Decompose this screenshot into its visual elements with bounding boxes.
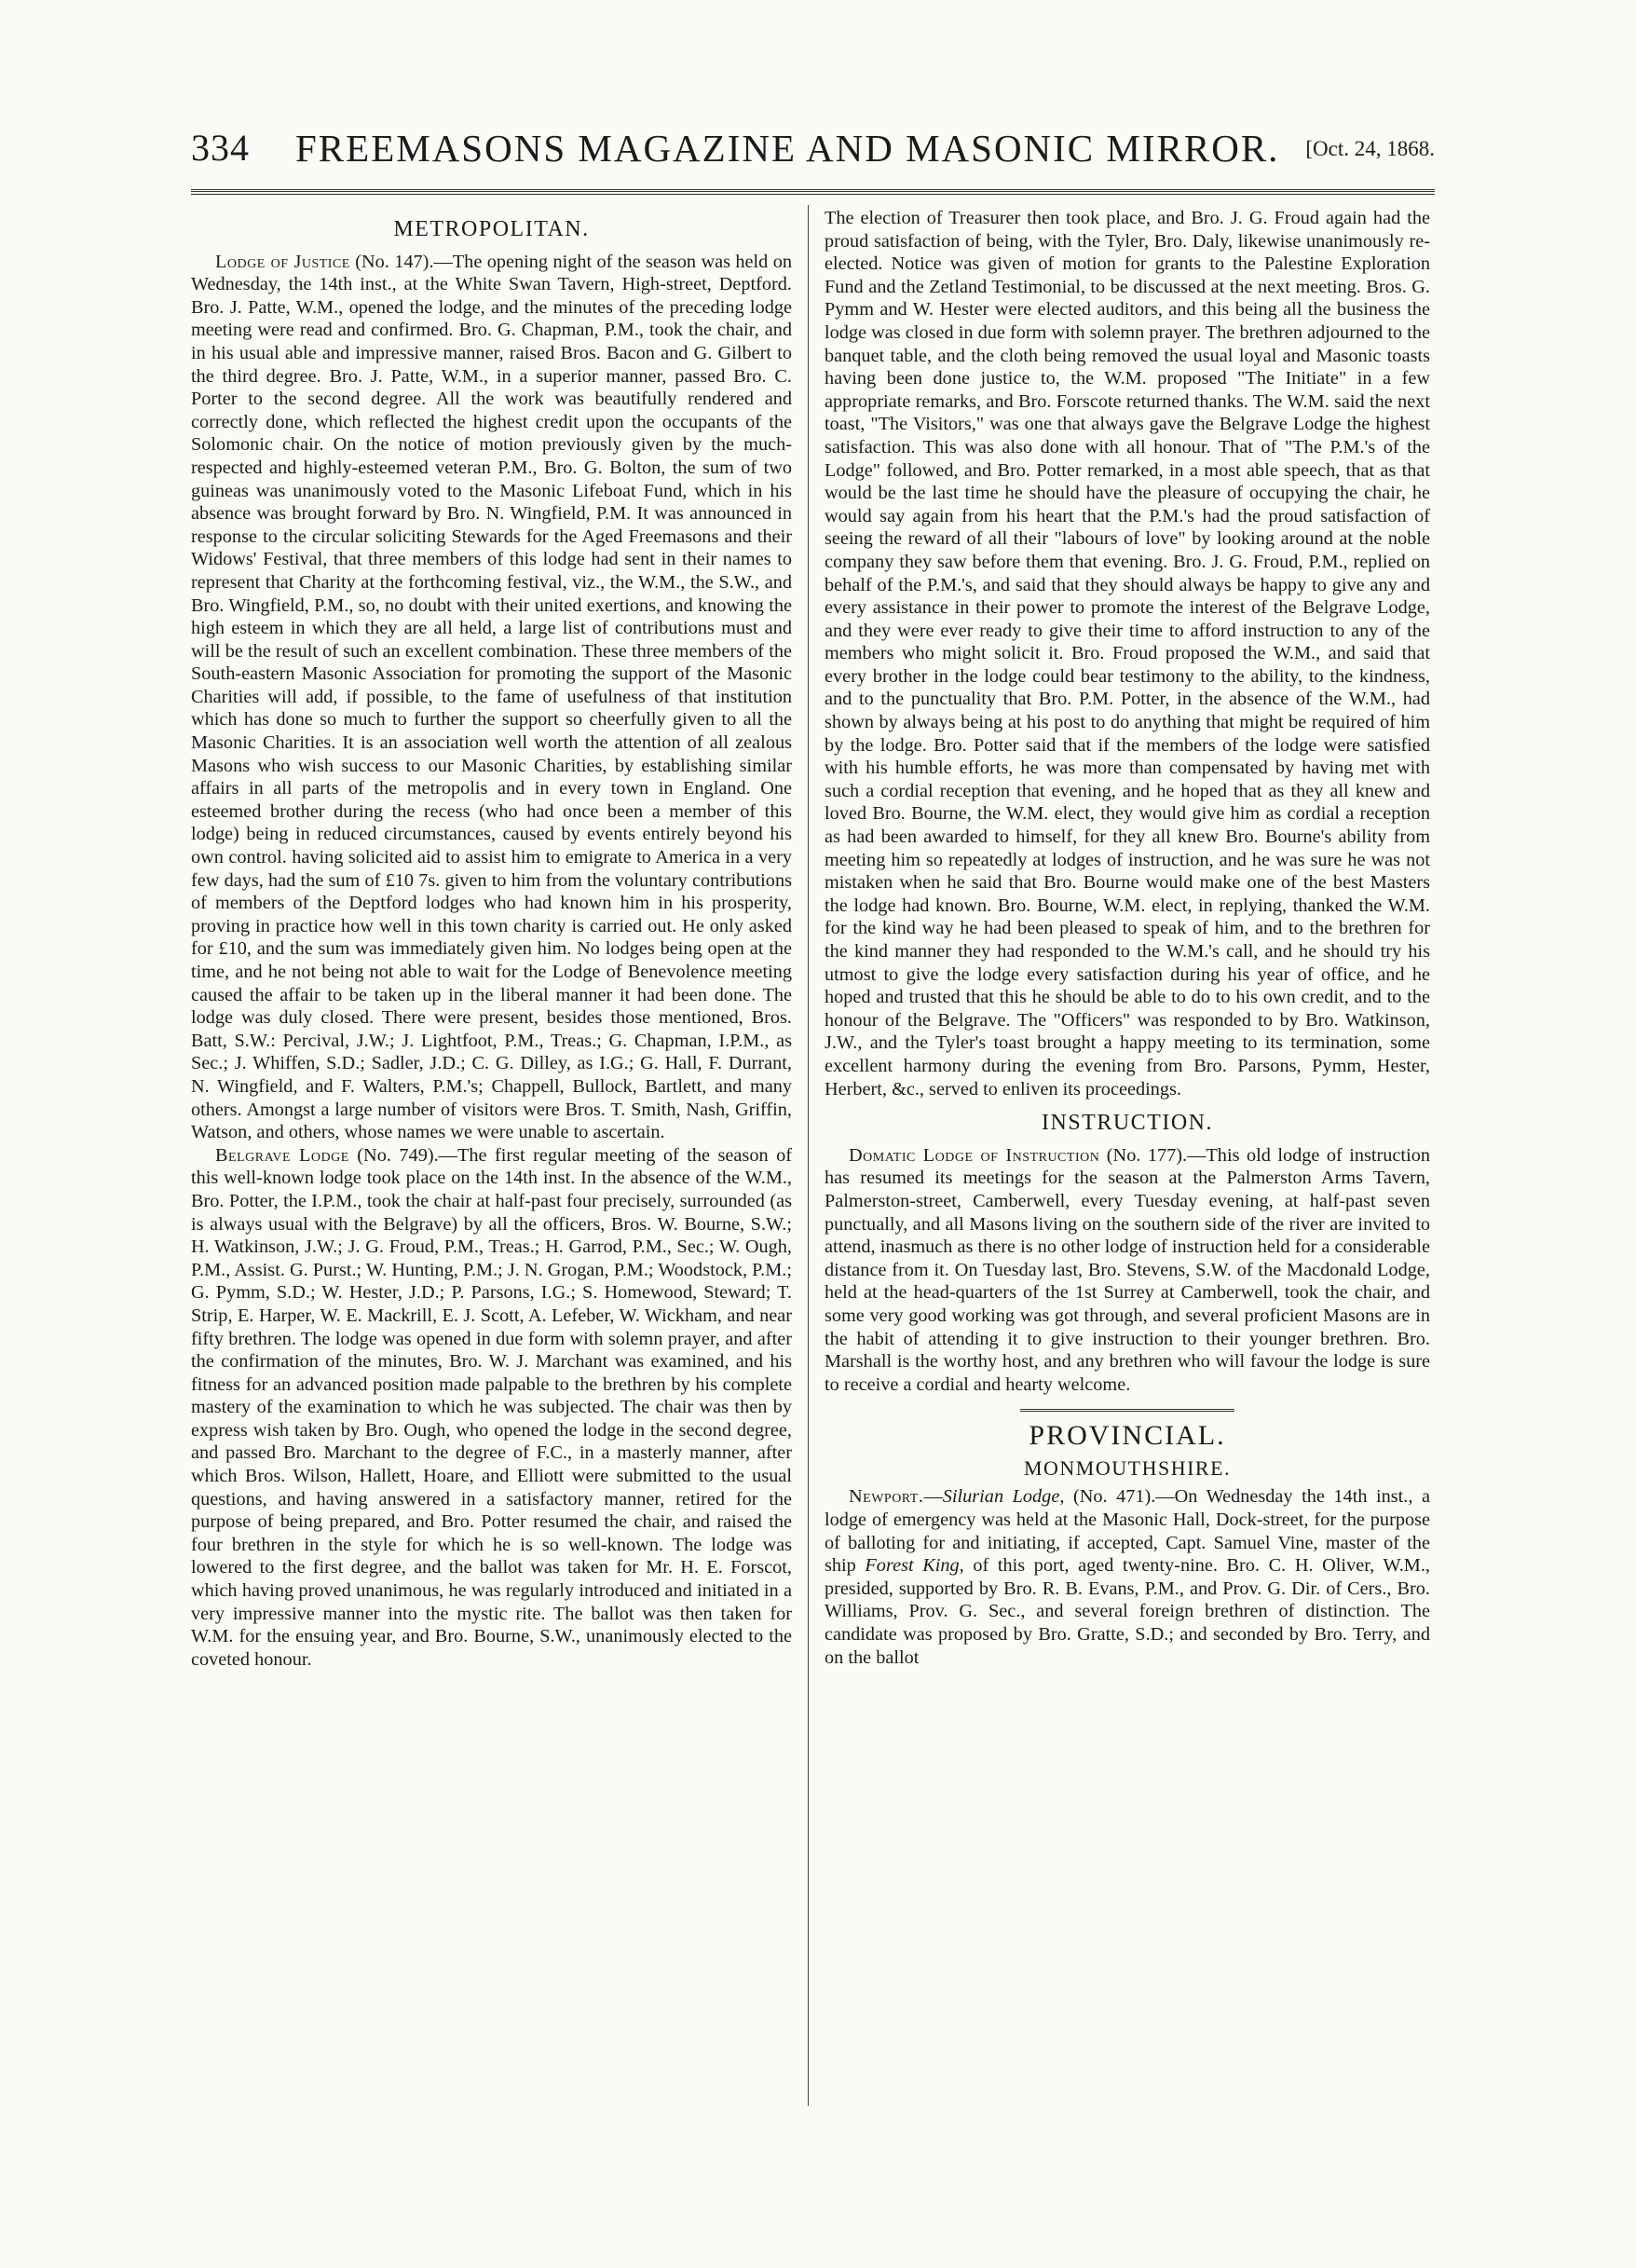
masthead (191, 126, 1435, 182)
place-newport: Newport. (849, 1486, 924, 1508)
article-silurian-lodge (825, 1485, 1430, 1669)
article-text-silurian-a: , (No. 471).—On Wednesday the 14th inst., a lodge of emergency was held at the Masonic Hall, Dock-street, for the purpose of balloting for and initiating, if accepted, Capt. Samuel Vine, master of the ship (825, 1486, 1430, 1577)
ship-name: Forest King (865, 1555, 960, 1577)
page-number: 334 (191, 127, 250, 169)
article-domatic-lodge (825, 1144, 1430, 1397)
lodge-name-domatic: Domatic Lodge of Instruction (849, 1144, 1100, 1166)
lodge-name-belgrave: Belgrave Lodge (215, 1144, 349, 1166)
dash: — (923, 1486, 943, 1508)
magazine-title: FREEMASONS MAGAZINE AND MASONIC MIRROR. (295, 127, 1280, 170)
lodge-name-silurian: Silurian Lodge (942, 1486, 1060, 1508)
subheading-monmouthshire: MONMOUTHSHIRE. (1023, 1455, 1232, 1480)
masthead-rule (191, 189, 1435, 195)
section-rule (1020, 1409, 1234, 1412)
article-belgrave-continued: The election of Treasurer then took place, and Bro. J. G. Froud again had the proud satisfaction of being, with the Tyler, Bro. Daly, likewise unanimously re-elected. Notice was given of motion for grants to the Palestine Exploration Fund and the Zetland Testimonial, to be discussed at the next meeting. Bros. G. Pymm and W. Hester were elected auditors, and this being all the business the lodge was closed in due form with solemn prayer. The brethren adjourned to the banquet table, and the cloth being removed the usual loyal and Masonic toasts having been done justice to, the W.M. proposed "The Initiate" in a few appropriate remarks, and Bro. Forscote returned thanks. The W.M. said the next toast, "The Visitors," was one that always gave the Belgrave Lodge the highest satisfaction. This was also done with all honour. That of "The P.M.'s of the Lodge" followed, and Bro. Potter remarked, in a most able speech, that as that would be the last time he should have the pleasure of occupying the chair, he would say again from his heart that the P.M.'s had the proud satisfaction of seeing the reward of all their "labours of love" by looking around at the noble company they saw before them that evening. Bro. J. G. Froud, P.M., replied on behalf of the P.M.'s, and said that they should always be happy to give any and every assistance in their power to promote the interest of the Belgrave Lodge, and they were ever ready to give their time to afford instruction to any of the members who might solicit it. Bro. Froud proposed the W.M., and said that every brother in the lodge could bear testimony to the ability, to the kindness, and to the punctuality that Bro. P.M. Potter, in the absence of the W.M., had shown by always being at his post to do anything that might be required of him by the lodge. Bro. Potter said that if the members of the lodge were satisfied with his humble efforts, he was more than compensated by having met with such a cordial reception that evening, and he hoped that as they all knew and loved Bro. Bourne, the W.M. elect, they would give him as cordial a reception as had been awarded to himself, for they all knew Bro. Bourne's ability from meeting him so repeatedly at lodges of instruction, and he was sure he was not mistaken when he said that Bro. Bourne would make one of the best Masters the lodge had known. Bro. Bourne, W.M. elect, in replying, thanked the W.M. for the kind way he had been pleased to speak of him, and to the brethren for the kind manner they had responded to the W.M.'s call, and he should try his utmost to give the lodge every satisfaction during his year of office, and he hoped and trusted that this he should be able to do to his own credit, and to the honour of the Belgrave. The "Officers" was responded to by Bro. Watkinson, J.W., and the Tyler's toast brought a happy meeting to its termination, some excellent harmony during the evening from Bro. Parsons, Pymm, Hester, Herbert, &c., served to enliven its proceedings. (825, 208, 1430, 1100)
lodge-name-justice: Lodge of Justice (215, 251, 350, 272)
right-column (825, 207, 1430, 1669)
section-heading-provincial: PROVINCIAL. (1029, 1420, 1226, 1452)
column-divider (808, 205, 809, 2106)
article-belgrave-lodge (191, 1144, 792, 1672)
article-lodge-of-justice (191, 251, 792, 1144)
section-heading-metropolitan: METROPOLITAN. (393, 217, 590, 241)
article-text-justice: (No. 147).—The opening night of the season was held on Wednesday, the 14th inst., at the White Swan Tavern, High-street, Deptford. Bro. J. Patte, W.M., opened the lodge, and the minutes of the preceding lodge meeting were read and confirmed. Bro. G. Chapman, P.M., took the chair, and in his usual able and impressive manner, raised Bros. Bacon and G. Gilbert to the third degree. Bro. J. Patte, W.M., in a superior manner, passed Bro. C. Porter to the second degree. All the work was beautifully rendered and correctly done, which reflected the highest credit upon the occupants of the Solomonic chair. On the notice of motion previously given by the much-respected and highly-esteemed veteran P.M., Bro. G. Bolton, the sum of two guineas was unanimously voted to the Masonic Lifeboat Fund, which in his absence was brought forward by Bro. N. Wingfield, P.M. It was announced in response to the circular soliciting Stewards for the Aged Freemasons and their Widows' Festival, that three members of this lodge had sent in their names to represent that Charity at the forthcoming festival, viz., the W.M., the S.W., and Bro. Wingfield, P.M., so, no doubt with their united exertions, and knowing the high esteem in which they are all held, a large list of contributions must and will be the result of such an excellent combination. These three members of the South-eastern Masonic Association for promoting the support of the Masonic Charities will add, if possible, to the fame of usefulness of that institution which has done so much to further the support so cheerfully given to all the Masonic Charities. It is an association well worth the attention of all zealous Masons who wish success to our Masonic Charities, by establishing similar affairs in all parts of the metropolis and in every town in England. One esteemed brother during the recess (who had once been a member of this lodge) being in reduced circumstances, caused by events entirely beyond his own control. having solicited aid to assist him to emigrate to America in a very few days, had the sum of £10 7s. given to him from the voluntary contributions of members of the Deptford lodges who had known him in his prosperity, proving in practice how well in this town charity is carried out. He only asked for £10, and the sum was immediately given him. No lodges being open at the time, and he not being not able to wait for the Lodge of Benevolence meeting caused the affair to be taken up in the liberal manner it had been done. The lodge was duly closed. There were present, besides those mentioned, Bros. Batt, S.W.: Percival, J.W.; J. Lightfoot, P.M., Treas.; G. Chapman, I.P.M., as Sec.; J. Whiffen, S.D.; Sadler, J.D.; C. G. Dilley, as I.G.; G. Hall, F. Durrant, N. Wingfield, and F. Walters, P.M.'s; Chappell, Bullock, Bartlett, and many others. Amongst a large number of visitors were Bros. T. Smith, Nash, Griffin, Watson, and others, whose names we were unable to ascertain. (191, 251, 793, 1143)
left-column (191, 207, 792, 1671)
article-text-silurian-b: , of this port, aged twenty-nine. Bro. C. H. Oliver, W.M., presided, supported by Bro. R. B. Evans, P.M., and Prov. G. Dir. of Cers., Bro. Williams, Prov. G. Sec., and several foreign brethren of distinction. The candidate was proposed by Bro. Gratte, S.D.; and seconded by Bro. Terry, and on the ballot (825, 1555, 1430, 1668)
article-text-belgrave: (No. 749).—The first regular meeting of the season of this well-known lodge took place on the 14th inst. In the absence of the W.M., Bro. Potter, the I.P.M., took the chair at half-past four precisely, surrounded (as is always usual with the Belgrave) by all the officers, Bros. W. Bourne, S.W.; H. Watkinson, J.W.; J. G. Froud, P.M., Treas.; H. Garrod, P.M., Sec.; W. Ough, P.M., Assist. G. Purst.; W. Hunting, P.M.; J. N. Grogan, P.M.; Woodstock, P.M.; G. Pymm, S.D.; W. Hester, J.D.; P. Parsons, I.G.; S. Homewood, Steward; T. Strip, E. Harper, W. E. Mackrill, E. J. Scott, A. Lefeber, W. Wickham, and near fifty brethren. The lodge was opened in due form with solemn prayer, and after the confirmation of the minutes, Bro. W. J. Marchant was examined, and his fitness for an advanced position made palpable to the brethren by his complete mastery of the examination to which he was subjected. The chair was then by express wish taken by Bro. Ough, who opened the lodge in the second degree, and passed Bro. Marchant to the degree of F.C., in a masterly manner, after which Bros. Wilson, Hallett, Hoare, and Elliott were submitted to the usual questions, and having answered in a satisfactory manner, retired for the purpose of being prepared, and Bro. Potter resumed the chair, and raised the four brethren in the style for which he is so well-known. The lodge was lowered to the first degree, and the ballot was taken for Mr. H. E. Forscot, which having proved unanimous, he was regularly introduced and initiated in a very impressive manner into the mystic rite. The ballot was then taken for W.M. for the ensuing year, and Bro. Bourne, S.W., unanimously elected to the coveted honour. (191, 1144, 792, 1670)
article-text-domatic: (No. 177).—This old lodge of instruction has resumed its meetings for the season at the Palmerston Arms Tavern, Palmerston-street, Camberwell, every Tuesday evening, at half-past seven punctually, and all Masons living on the southern side of the river are invited to attend, inasmuch as there is no other lodge of instruction held for a considerable distance from it. On Tuesday last, Bro. Stevens, S.W. of the Macdonald Lodge, held at the head-quarters of the 1st Surrey at Camberwell, took the chair, and some very good working was got through, and several proficient Masons are in the habit of attending it to give instruction to their younger brethren. Bro. Marshall is the worthy host, and any brethren who will favour the lodge is sure to receive a cordial and hearty welcome. (825, 1144, 1430, 1395)
issue-date: [Oct. 24, 1868. (1305, 137, 1435, 160)
section-heading-instruction: INSTRUCTION. (1042, 1111, 1213, 1136)
